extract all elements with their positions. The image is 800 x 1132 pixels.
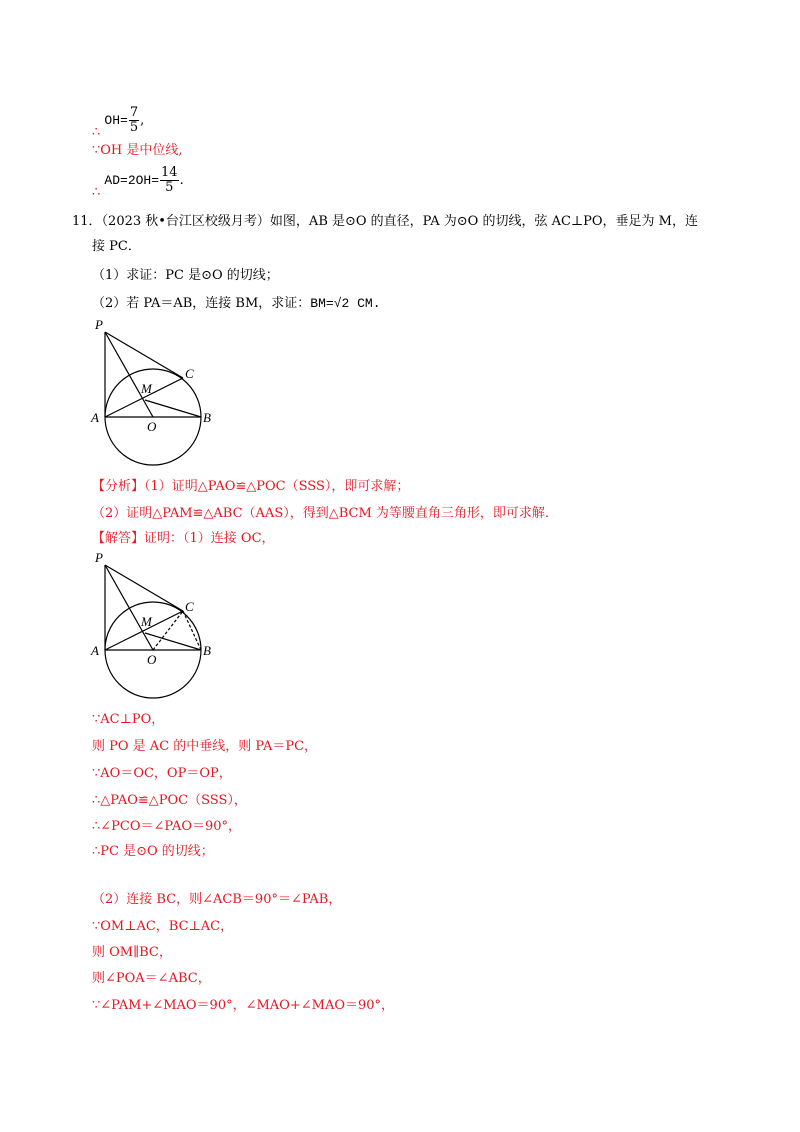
label-p: P xyxy=(95,317,103,332)
solution-step: ∵AC⊥PO， xyxy=(92,712,165,727)
label-m: M xyxy=(141,381,152,396)
label-o: O xyxy=(147,652,157,667)
solution-step: （2）连接 BC，则∠ACB＝90°＝∠PAB， xyxy=(92,892,342,907)
solution-step: ∴∠PCO＝∠PAO＝90°， xyxy=(92,819,242,834)
solution-step: ∵OM⊥AC，BC⊥AC， xyxy=(92,919,234,934)
solution-step: ∴PC 是⊙O 的切线； xyxy=(92,844,214,859)
solution-step: 则∠POA＝∠ABC， xyxy=(92,971,211,986)
analysis-tag: 【分析】 xyxy=(92,479,145,494)
analysis-line-2: （2）证明△PAM≌△ABC（AAS），得到△BCM 为等腰直角三角形，即可求解． xyxy=(92,506,558,521)
dashed-bc xyxy=(183,611,201,650)
label-p: P xyxy=(95,550,103,565)
solution-tag: 【解答】 xyxy=(92,531,145,546)
geometry-figure-2 xyxy=(85,548,220,703)
segment-po xyxy=(105,565,153,650)
label-a: A xyxy=(91,410,99,425)
solution-step: ∵AO＝OC，OP＝OP， xyxy=(92,766,232,781)
therefore-symbol: ∴ xyxy=(92,185,101,200)
label-b: B xyxy=(203,410,211,425)
ad-fraction: $\frac{14}{5}$ xyxy=(161,165,178,195)
label-m: M xyxy=(141,614,152,629)
tangent-pc xyxy=(105,565,183,611)
solution-step: ∴△PAO≌△POC（SSS）， xyxy=(92,793,247,808)
segment-bm xyxy=(145,400,201,417)
problem-part-1: （1）求证：PC 是⊙O 的切线； xyxy=(92,268,279,283)
ad-expression: AD=2OH= xyxy=(104,173,160,188)
geometry-figure-1 xyxy=(85,315,220,470)
oh-value-line: ∴ OH= $\frac{7}{5}$ , xyxy=(92,105,145,140)
segment-bm xyxy=(145,633,201,650)
segment-po xyxy=(105,332,153,417)
problem-line-1: 11．（2023 秋•台江区校级月考）如图，AB 是⊙O 的直径，PA 为⊙O 的切线，弦 AC⊥PO，垂足为 M，连 xyxy=(72,214,698,229)
oh-expression: OH= xyxy=(104,113,128,128)
tangent-pc xyxy=(105,332,183,378)
oh-midline-line: ∵OH 是中位线, xyxy=(92,143,183,158)
analysis-line-1: 【分析】（1）证明△PAO≌△POC（SSS），即可求解； xyxy=(92,479,410,494)
oh-fraction: $\frac{7}{5}$ xyxy=(129,105,139,135)
label-c: C xyxy=(185,599,194,614)
solution-intro: 【解答】证明：（1）连接 OC， xyxy=(92,531,275,546)
bm-expression: BM=√2 CM. xyxy=(310,296,381,311)
therefore-symbol: ∴ xyxy=(92,125,101,140)
ad-value-line: ∴ AD=2OH= $\frac{14}{5}$ . xyxy=(92,165,184,200)
dashed-oc xyxy=(153,611,183,650)
problem-line-2: 接 PC． xyxy=(92,239,141,254)
label-a: A xyxy=(91,643,99,658)
solution-step: ∵∠PAM+∠MAO＝90°，∠MAO+∠MAO＝90°， xyxy=(92,998,395,1013)
label-b: B xyxy=(203,643,211,658)
label-c: C xyxy=(185,366,194,381)
problem-part-2: （2）若 PA＝AB，连接 BM，求证：BM=√2 CM. xyxy=(92,296,381,311)
solution-step: 则 OM∥BC， xyxy=(92,945,172,960)
label-o: O xyxy=(147,419,157,434)
solution-step: 则 PO 是 AC 的中垂线，则 PA＝PC， xyxy=(92,739,318,754)
